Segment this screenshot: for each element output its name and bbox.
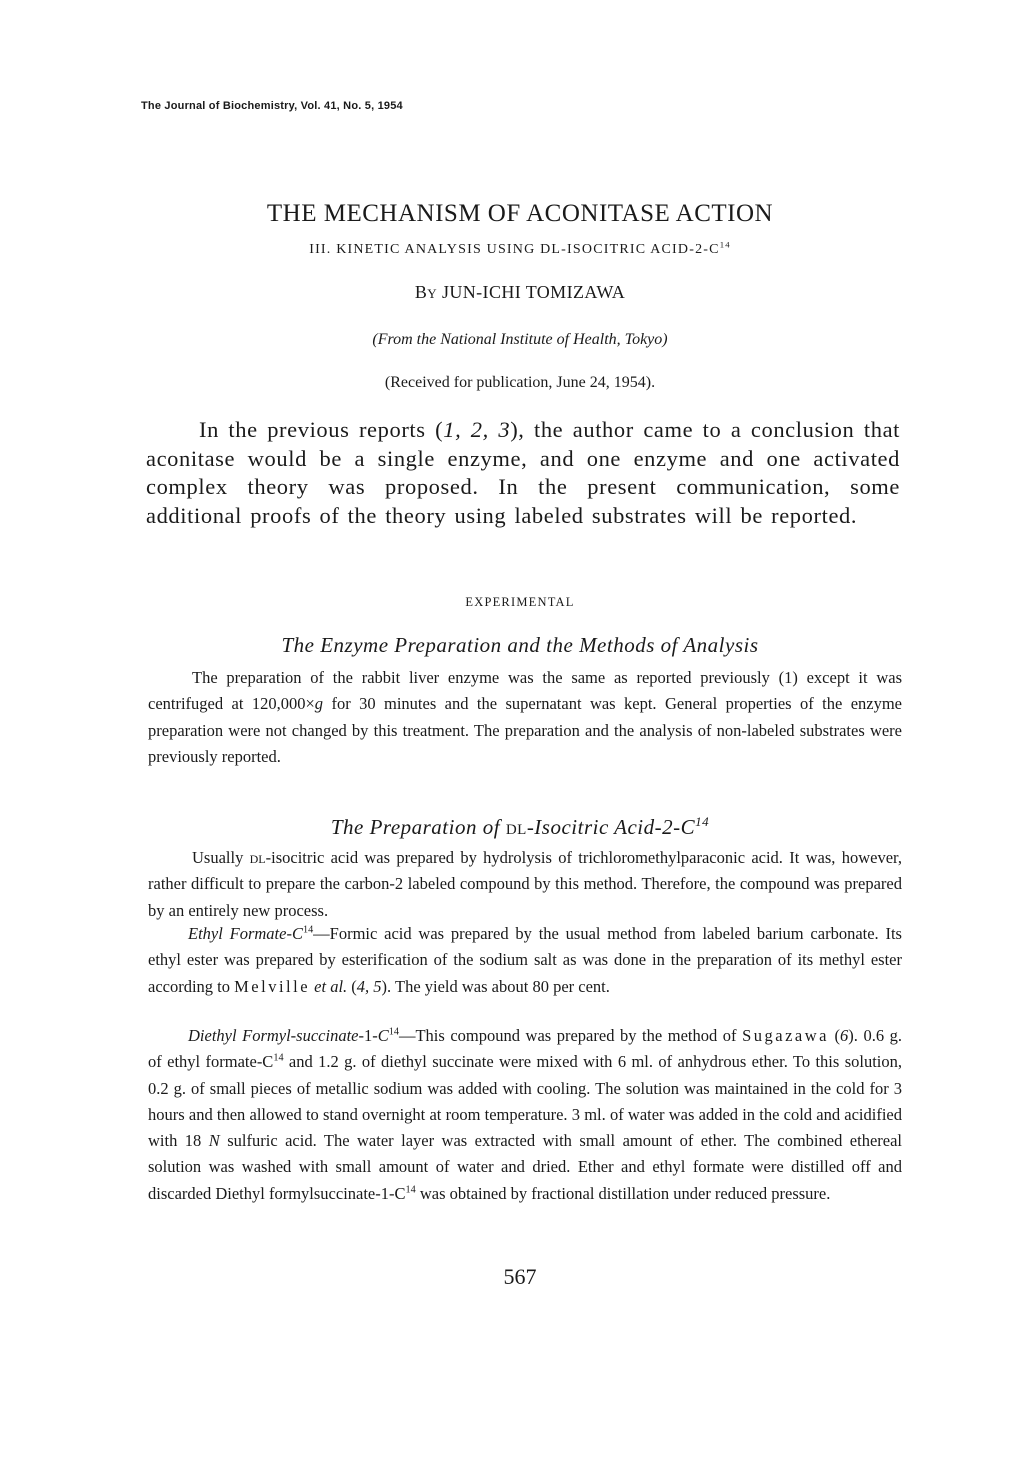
ref6-open: ( [828,1026,841,1045]
affiliation: (From the National Institute of Health, Tokyo) [372,331,668,348]
isocitric-intro-paragraph [148,845,902,924]
diethyl-label-sup: 14 [388,1026,399,1038]
intro-refs: 1, 2, 3 [443,417,511,442]
author-name: JUN-ICHI TOMIZAWA [441,282,626,302]
enzyme-text-1: The preparation of the rabbit liver enzyme was the same as reported previously (1) except it was centrifuged at 120,000× [148,668,902,714]
page-number: 567 [503,1264,537,1289]
p1-post: -isocitric acid was prepared by hydrolysis of trichloromethylparaconic acid. It was, however, rather difficult to prepare the carbon-2 labeled compound by this method. Therefore, the compound was prepared by an entirely new process. [148,848,902,920]
p3-sup-2: 14 [405,1184,416,1196]
heading2-post: -Isocitric Acid-2-C [526,815,696,839]
heading2-pre: The Preparation of [330,815,506,839]
ethyl-formate-label: Ethyl Formate-C [188,924,303,943]
intro-text-1: In the previous reports ( [199,417,444,442]
received-date: (Received for publication, June 24, 1954). [384,374,656,391]
diethyl-formylsuccinate-paragraph [148,1023,902,1207]
p3-text-4: sulfuric acid. The water layer was extracted with small amount of ether. The combined ethereal solution was washed with small amount of water and dried. Ether and ethyl formate were distilled off and discarded Diethyl formylsuccinate-1-C [148,1131,902,1203]
p2-text-1: —Formic acid was prepared by the usual method from labeled barium carbonate. Its ethyl ester was prepared by esterification of the sodium salt as was done in the preparation of its methyl ester according to [148,924,902,996]
author-sugazawa: Sugazawa [742,1026,829,1045]
article-subtitle [0,239,1020,258]
ref-6: 6 [840,1026,849,1045]
intro-paragraph [146,416,900,530]
p3-text-5: was obtained by fractional distillation under reduced pressure. [415,1183,831,1203]
normality-n: N [208,1131,220,1151]
heading2-dl: dl [505,815,527,839]
ref6-close: ). [848,1026,864,1045]
diethyl-label: Diethyl Formyl-succinate- [188,1026,364,1045]
ethyl-formate-paragraph [148,921,902,1000]
diethyl-label-num: 1 [363,1026,373,1045]
enzyme-preparation-paragraph [148,665,902,770]
refs-close: ). [381,976,392,996]
subtitle-superscript: 14 [719,239,731,250]
p3-text-2: 0.6 g. of ethyl formate-C [148,1026,902,1072]
experimental-heading: EXPERIMENTAL [465,595,575,609]
p3-sup-1: 14 [273,1052,284,1064]
et-al: et al. [314,976,348,996]
subsection-heading-isocitric-preparation [0,815,1020,840]
g-symbol: g [314,694,324,714]
subtitle-text: III. KINETIC ANALYSIS USING DL-ISOCITRIC ACID-2-C [309,242,720,257]
journal-header: The Journal of Biochemistry, Vol. 41, No. 5, 1954 [141,100,403,112]
heading2-sup: 14 [695,814,710,829]
p1-pre: Usually [192,848,250,867]
p3-text-3: and 1.2 g. of diethyl succinate were mixed with 6 ml. of anhydrous ether. To this solution, 0.2 g. of small pieces of metallic sodium was added with cooling. The solution was maintained in the cold for 3 hours and then allowed to stand overnight at room temperature. 3 ml. of water was added in the cold and acidified with 18 [148,1052,902,1151]
byline-by: By [414,282,438,302]
refs-4-5: 4, 5 [356,976,382,996]
diethyl-label-c: -C [372,1026,389,1045]
p1-dl: dl [249,848,266,867]
subsection-heading-enzyme-preparation: The Enzyme Preparation and the Methods of Analysis [281,633,759,657]
intro-text-2: ), the author came to a conclusion that aconitase would be a single enzyme, and one enzyme and one activated complex theory was proposed. In the present communication, some additional proofs of the theory using labeled substrates will be reported. [146,417,901,528]
p2-text-2: The yield was about 80 per cent. [391,976,610,996]
enzyme-text-2: for 30 minutes and the supernatant was kept. General properties of the enzyme preparation were not changed by this treatment. The preparation and the analysis of non-labeled substrates were previously reported. [148,694,902,766]
refs-open: ( [347,976,357,996]
ethyl-formate-sup: 14 [302,924,314,936]
byline [0,282,1020,303]
article-title: THE MECHANISM OF ACONITASE ACTION [266,200,774,227]
author-melville: Melville [234,976,311,996]
p3-text-1: —This compound was prepared by the method of [398,1026,743,1045]
